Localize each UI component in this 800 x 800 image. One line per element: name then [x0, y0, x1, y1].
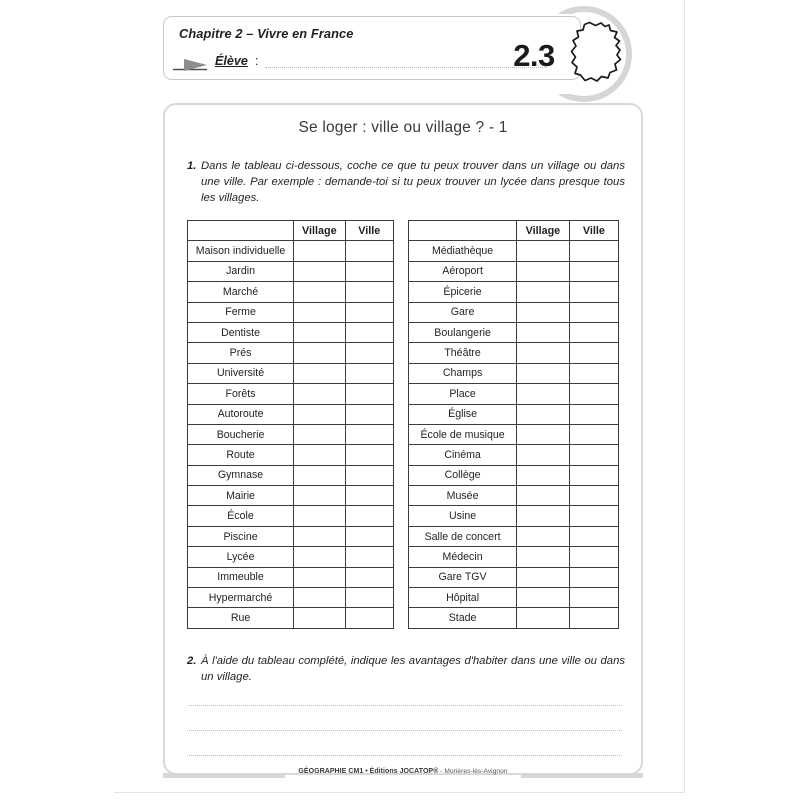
- row-label: Mairie: [188, 486, 294, 506]
- checkbox-cell-village[interactable]: [517, 424, 570, 444]
- checkbox-cell-ville[interactable]: [345, 445, 393, 465]
- table-row: [188, 588, 394, 608]
- row-label: Autoroute: [188, 404, 294, 424]
- checkbox-cell-ville[interactable]: [569, 608, 618, 628]
- row-label: Rue: [188, 608, 294, 628]
- table-row: [409, 506, 619, 526]
- table-row: [409, 486, 619, 506]
- checkbox-cell-village[interactable]: [517, 486, 570, 506]
- checkbox-cell-village[interactable]: [294, 241, 346, 261]
- row-label: Hypermarché: [188, 588, 294, 608]
- table-row: [188, 547, 394, 567]
- france-map-icon: [565, 20, 627, 86]
- checkbox-cell-village[interactable]: [294, 486, 346, 506]
- column-header-village: Village: [294, 221, 346, 241]
- row-label: Dentiste: [188, 322, 294, 342]
- exercise-2: [187, 653, 625, 685]
- checkbox-cell-ville[interactable]: [345, 322, 393, 342]
- checkbox-cell-ville[interactable]: [345, 547, 393, 567]
- table-row: [188, 526, 394, 546]
- table-row: [188, 322, 394, 342]
- table-row: [188, 404, 394, 424]
- checkbox-cell-village[interactable]: [517, 445, 570, 465]
- row-label: Gymnase: [188, 465, 294, 485]
- table-row: [409, 343, 619, 363]
- row-label: Marché: [188, 282, 294, 302]
- exercise-2-number: 2.: [187, 655, 197, 667]
- checkbox-cell-village[interactable]: [517, 282, 570, 302]
- checkbox-cell-village[interactable]: [294, 384, 346, 404]
- checkbox-cell-ville[interactable]: [345, 588, 393, 608]
- answer-line-1[interactable]: [187, 705, 622, 706]
- checkbox-cell-ville[interactable]: [569, 465, 618, 485]
- table-row: [409, 241, 619, 261]
- checkbox-cell-village[interactable]: [294, 506, 346, 526]
- row-label: Jardin: [188, 261, 294, 281]
- checkbox-cell-village[interactable]: [517, 302, 570, 322]
- checkbox-cell-village[interactable]: [517, 588, 570, 608]
- checkbox-cell-village[interactable]: [294, 322, 346, 342]
- checkbox-cell-village[interactable]: [517, 363, 570, 383]
- village-ville-table-right: [408, 220, 619, 629]
- checkbox-cell-village[interactable]: [294, 547, 346, 567]
- row-label: Église: [409, 404, 517, 424]
- checkbox-cell-village[interactable]: [294, 445, 346, 465]
- row-label: Cinéma: [409, 445, 517, 465]
- checkbox-cell-ville[interactable]: [569, 343, 618, 363]
- table-row: [409, 588, 619, 608]
- checkbox-cell-ville[interactable]: [569, 547, 618, 567]
- table-row: [188, 486, 394, 506]
- checkbox-cell-village[interactable]: [517, 404, 570, 424]
- checkbox-cell-village[interactable]: [517, 608, 570, 628]
- checkbox-cell-ville[interactable]: [569, 424, 618, 444]
- checkbox-cell-ville[interactable]: [345, 404, 393, 424]
- table-row: [188, 424, 394, 444]
- table-row: [409, 363, 619, 383]
- row-label: Immeuble: [188, 567, 294, 587]
- table-row: [409, 261, 619, 281]
- checkbox-cell-ville[interactable]: [569, 486, 618, 506]
- exercise-1: [187, 158, 625, 206]
- checkbox-cell-village[interactable]: [294, 526, 346, 546]
- content-card: [163, 103, 643, 775]
- student-colon: :: [255, 54, 259, 68]
- checkbox-cell-ville[interactable]: [569, 506, 618, 526]
- table-row: [409, 384, 619, 404]
- checkbox-cell-ville[interactable]: [569, 567, 618, 587]
- table-header-row: [409, 221, 619, 241]
- answer-line-3[interactable]: [187, 755, 622, 756]
- checkbox-cell-ville[interactable]: [569, 526, 618, 546]
- page-frame-right-rule: [684, 0, 685, 792]
- checkbox-cell-village[interactable]: [294, 567, 346, 587]
- checkbox-cell-ville[interactable]: [345, 465, 393, 485]
- row-label: Lycée: [188, 547, 294, 567]
- row-label: Route: [188, 445, 294, 465]
- row-label: Gare TGV: [409, 567, 517, 587]
- footer-subject: GÉOGRAPHIE CM1: [298, 768, 364, 775]
- column-header-village: Village: [517, 221, 570, 241]
- table-row: [409, 302, 619, 322]
- table-row: [188, 282, 394, 302]
- column-header-ville: Ville: [345, 221, 393, 241]
- checkbox-cell-ville[interactable]: [345, 282, 393, 302]
- checkbox-cell-ville[interactable]: [345, 384, 393, 404]
- triangle-right-icon: [173, 58, 215, 72]
- checkbox-cell-ville[interactable]: [345, 363, 393, 383]
- village-ville-table-left: [187, 220, 394, 629]
- row-label: Collège: [409, 465, 517, 485]
- checkbox-cell-ville[interactable]: [569, 588, 618, 608]
- table-row: [409, 445, 619, 465]
- checkbox-cell-village[interactable]: [517, 384, 570, 404]
- table-row: [409, 608, 619, 628]
- checkbox-cell-ville[interactable]: [345, 241, 393, 261]
- checkbox-cell-ville[interactable]: [569, 282, 618, 302]
- row-label: Médecin: [409, 547, 517, 567]
- row-label: Maison individuelle: [188, 241, 294, 261]
- page-frame-bottom-rule: [114, 792, 685, 793]
- checkbox-cell-ville[interactable]: [345, 608, 393, 628]
- table-row: [409, 547, 619, 567]
- checkbox-cell-ville[interactable]: [569, 302, 618, 322]
- column-header-ville: Ville: [569, 221, 618, 241]
- student-label: Élève: [215, 54, 248, 68]
- table-row: [409, 404, 619, 424]
- row-label: Prés: [188, 343, 294, 363]
- table-row: [188, 506, 394, 526]
- checkbox-cell-ville[interactable]: [345, 261, 393, 281]
- checkbox-cell-ville[interactable]: [569, 322, 618, 342]
- row-label: Médiathèque: [409, 241, 517, 261]
- checkbox-cell-village[interactable]: [294, 465, 346, 485]
- row-label: Gare: [409, 302, 517, 322]
- checkbox-cell-village[interactable]: [517, 261, 570, 281]
- row-label: Boucherie: [188, 424, 294, 444]
- row-label: Forêts: [188, 384, 294, 404]
- checkbox-cell-ville[interactable]: [345, 506, 393, 526]
- row-label: Université: [188, 363, 294, 383]
- checkbox-cell-village[interactable]: [517, 506, 570, 526]
- checkbox-cell-ville[interactable]: [345, 567, 393, 587]
- checkbox-cell-ville[interactable]: [569, 404, 618, 424]
- table-corner-cell: [409, 221, 517, 241]
- checkbox-cell-ville[interactable]: [569, 384, 618, 404]
- row-label: Hôpital: [409, 588, 517, 608]
- checkbox-cell-ville[interactable]: [569, 363, 618, 383]
- footer: [163, 768, 643, 782]
- checkbox-cell-village[interactable]: [517, 465, 570, 485]
- checkbox-cell-ville[interactable]: [569, 261, 618, 281]
- checkbox-cell-village[interactable]: [294, 424, 346, 444]
- row-label: Musée: [409, 486, 517, 506]
- table-row: [188, 465, 394, 485]
- checkbox-cell-ville[interactable]: [345, 343, 393, 363]
- checkbox-cell-village[interactable]: [294, 302, 346, 322]
- checkbox-cell-village[interactable]: [294, 588, 346, 608]
- row-label: Piscine: [188, 526, 294, 546]
- table-row: [409, 282, 619, 302]
- checkbox-cell-village[interactable]: [517, 241, 570, 261]
- checkbox-cell-village[interactable]: [517, 567, 570, 587]
- table-row: [188, 445, 394, 465]
- table-row: [409, 465, 619, 485]
- checkbox-cell-ville[interactable]: [345, 424, 393, 444]
- table-row: [188, 302, 394, 322]
- exercise-1-text: Dans le tableau ci-dessous, coche ce que tu peux trouver dans un village ou dans une ville. Par exemple : demande-toi si tu peux trouver un lycée dans presque tous les villages.: [201, 160, 625, 205]
- footer-text: [163, 768, 643, 775]
- exercise-2-text: À l'aide du tableau complété, indique les avantages d'habiter dans une ville ou dans un village.: [201, 655, 625, 684]
- row-label: Usine: [409, 506, 517, 526]
- checkbox-cell-village[interactable]: [517, 547, 570, 567]
- checkbox-cell-ville[interactable]: [345, 302, 393, 322]
- row-label: Salle de concert: [409, 526, 517, 546]
- table-row: [188, 241, 394, 261]
- checkbox-cell-village[interactable]: [294, 363, 346, 383]
- table-row: [409, 526, 619, 546]
- checkbox-cell-village[interactable]: [517, 343, 570, 363]
- checkbox-cell-village[interactable]: [294, 404, 346, 424]
- footer-location: - Morières-lès-Avignon: [440, 768, 508, 775]
- row-label: Place: [409, 384, 517, 404]
- table-row: [188, 363, 394, 383]
- checkbox-cell-ville[interactable]: [569, 445, 618, 465]
- table-row: [188, 608, 394, 628]
- footer-separator: •: [365, 768, 368, 775]
- chapter-title: Chapitre 2 – Vivre en France: [179, 26, 354, 41]
- exercise-1-number: 1.: [187, 160, 197, 172]
- page-number: 2.3: [513, 38, 555, 73]
- table-row: [409, 424, 619, 444]
- checkbox-cell-village[interactable]: [294, 261, 346, 281]
- row-label: Aéroport: [409, 261, 517, 281]
- checkbox-cell-village[interactable]: [517, 322, 570, 342]
- row-label: Boulangerie: [409, 322, 517, 342]
- table-row: [188, 261, 394, 281]
- table-corner-cell: [188, 221, 294, 241]
- row-label: Stade: [409, 608, 517, 628]
- checkbox-cell-village[interactable]: [517, 526, 570, 546]
- checkbox-cell-village[interactable]: [294, 343, 346, 363]
- row-label: Épicerie: [409, 282, 517, 302]
- table-row: [409, 567, 619, 587]
- checkbox-cell-village[interactable]: [294, 608, 346, 628]
- table-row: [188, 384, 394, 404]
- row-label: Champs: [409, 363, 517, 383]
- table-row: [188, 567, 394, 587]
- row-label: École: [188, 506, 294, 526]
- table-row: [188, 343, 394, 363]
- checkbox-cell-ville[interactable]: [345, 526, 393, 546]
- table-row: [409, 322, 619, 342]
- footer-publisher: Éditions JOCATOP®: [369, 768, 439, 775]
- page-title: Se loger : ville ou village ? - 1: [298, 119, 508, 136]
- checkbox-cell-ville[interactable]: [569, 241, 618, 261]
- answer-line-2[interactable]: [187, 730, 622, 731]
- row-label: École de musique: [409, 424, 517, 444]
- row-label: Ferme: [188, 302, 294, 322]
- checkbox-cell-village[interactable]: [294, 282, 346, 302]
- table-header-row: [188, 221, 394, 241]
- checkbox-cell-ville[interactable]: [345, 486, 393, 506]
- row-label: Théâtre: [409, 343, 517, 363]
